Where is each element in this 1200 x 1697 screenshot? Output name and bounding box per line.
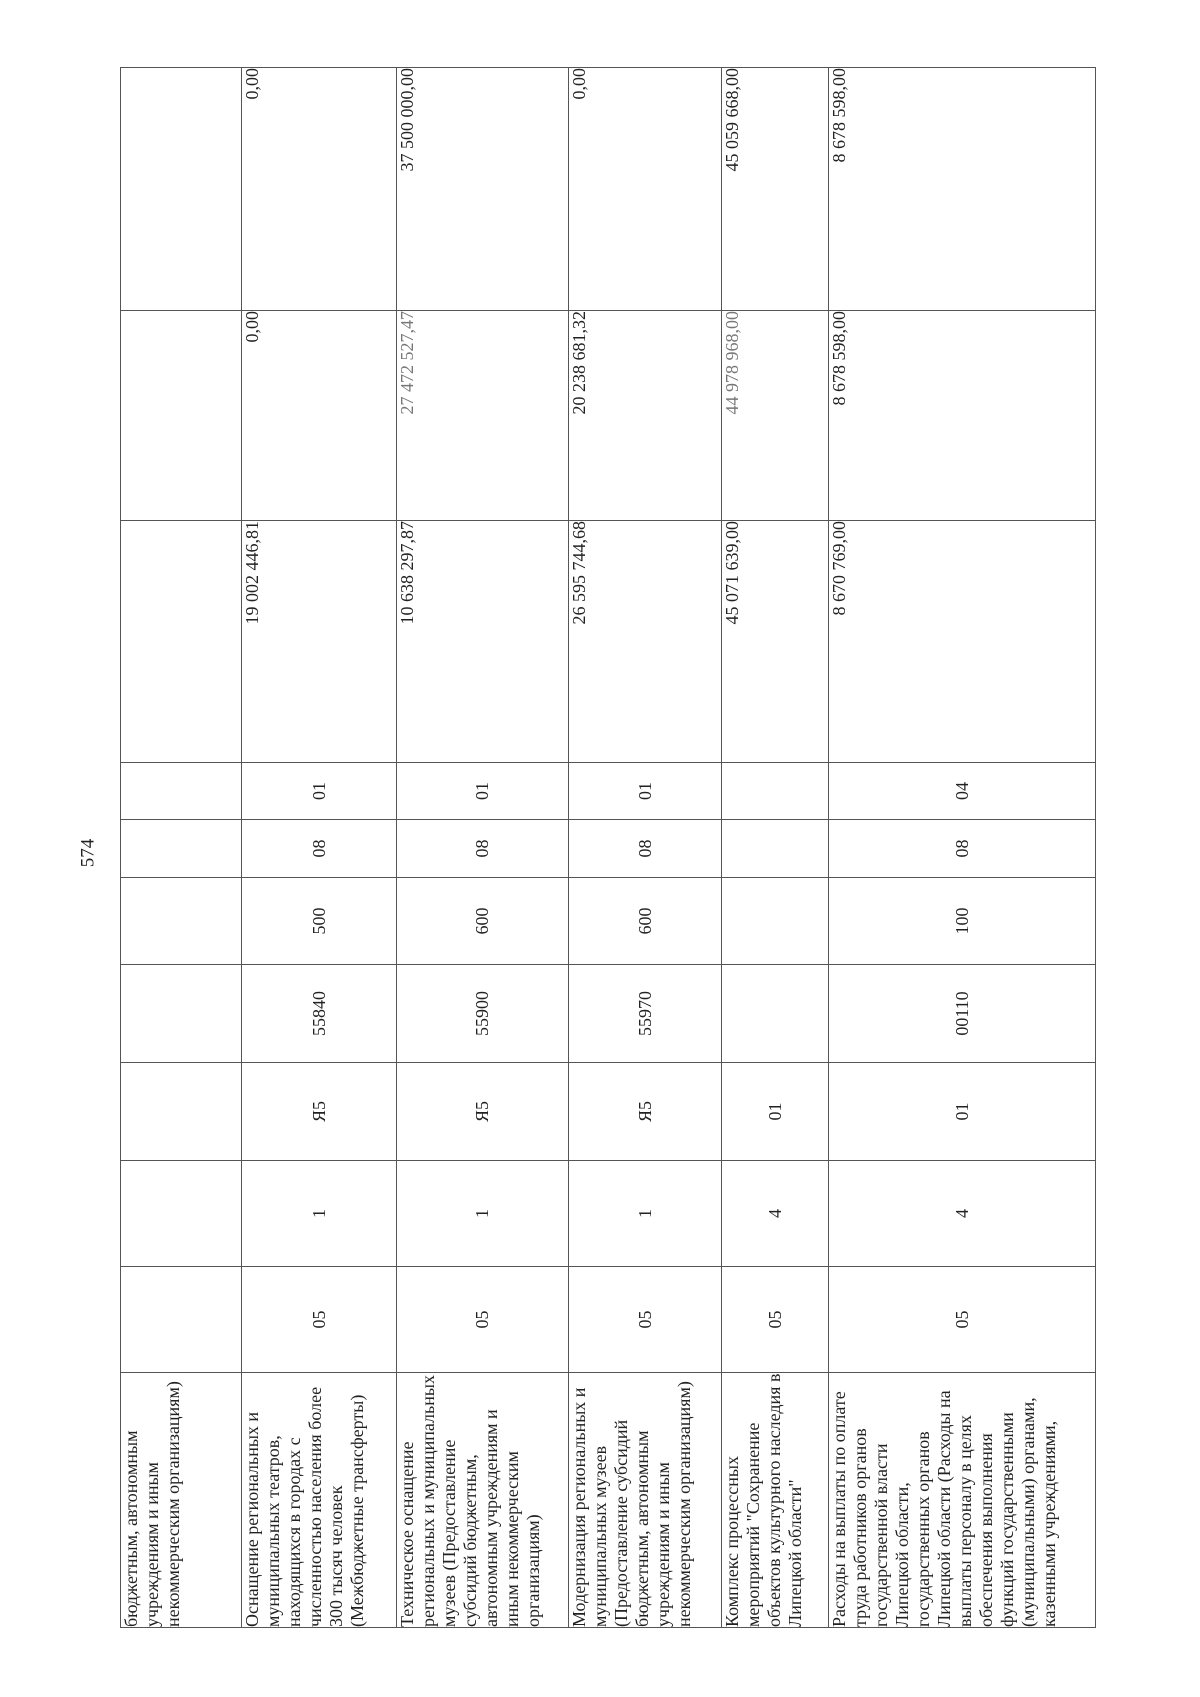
- row-description: Оснащение региональных и муниципальных театров, находящихся в городах с численностью населения более 300 тысяч человек (Межбюджетные трансферты): [242, 1373, 397, 1628]
- code-subsection: 01: [397, 763, 569, 820]
- amount-year-2: [121, 311, 242, 521]
- amount-year-2: 20 238 681,32: [569, 311, 722, 521]
- code-direction: 00110: [829, 965, 1096, 1063]
- code-subprogram: Я5: [242, 1063, 397, 1161]
- code-expense-type: 100: [829, 878, 1096, 965]
- code-program: 1: [242, 1161, 397, 1267]
- amount-year-3: 0,00: [569, 68, 722, 311]
- code-subsection: [121, 763, 242, 820]
- code-program: 4: [829, 1161, 1096, 1267]
- amount-year-3: 45 059 668,00: [722, 68, 829, 311]
- code-expense-type: [121, 878, 242, 965]
- code-direction: [121, 965, 242, 1063]
- code-section: 05: [722, 1267, 829, 1373]
- code-chapter: 08: [242, 820, 397, 878]
- amount-year-1: 26 595 744,68: [569, 521, 722, 763]
- code-program: 4: [722, 1161, 829, 1267]
- row-description: Модернизация региональных и муниципальных музеев (Предоставление субсидий бюджетным, автономным учреждениям и иным некоммерческим организациям): [569, 1373, 722, 1628]
- table-row: [242, 68, 397, 1628]
- code-section: 05: [242, 1267, 397, 1373]
- row-description: бюджетным, автономным учреждениям и иным некоммерческим организациям): [121, 1373, 242, 1628]
- page-number: 574: [77, 838, 98, 868]
- row-description: Техническое оснащение региональных и муниципальных музеев (Предоставление субсидий бюджетным, автономным учреждениям и иным некоммерческим организациям): [397, 1373, 569, 1628]
- code-chapter: [121, 820, 242, 878]
- table-row: [397, 68, 569, 1628]
- code-chapter: 08: [397, 820, 569, 878]
- amount-year-2: 8 678 598,00: [829, 311, 1096, 521]
- amount-year-3: 37 500 000,00: [397, 68, 569, 311]
- code-section: 05: [569, 1267, 722, 1373]
- code-subprogram: 01: [722, 1063, 829, 1161]
- budget-table-rotated: [120, 68, 1095, 1628]
- amount-year-3: [121, 68, 242, 311]
- amount-year-1: 19 002 446,81: [242, 521, 397, 763]
- code-subprogram: Я5: [569, 1063, 722, 1161]
- code-subsection: [722, 763, 829, 820]
- code-expense-type: 600: [397, 878, 569, 965]
- code-section: 05: [397, 1267, 569, 1373]
- row-description: Комплекс процессных мероприятий "Сохранение объектов культурного наследия в Липецкой области": [722, 1373, 829, 1628]
- amount-year-2: 0,00: [242, 311, 397, 521]
- code-subprogram: Я5: [397, 1063, 569, 1161]
- code-section: [121, 1267, 242, 1373]
- code-chapter: 08: [569, 820, 722, 878]
- table-row: [569, 68, 722, 1628]
- code-subprogram: 01: [829, 1063, 1096, 1161]
- code-section: 05: [829, 1267, 1096, 1373]
- amount-year-1: 45 071 639,00: [722, 521, 829, 763]
- code-direction: [722, 965, 829, 1063]
- code-program: 1: [569, 1161, 722, 1267]
- code-subsection: 04: [829, 763, 1096, 820]
- row-description: Расходы на выплаты по оплате труда работников органов государственной власти Липецкой области, государственных органов Липецкой области (Расходы на выплаты персоналу в целях обеспечения выполнения функций государственными (муниципальными) органами, казенными учреждениями,: [829, 1373, 1096, 1628]
- amount-year-2: 27 472 527,47: [397, 311, 569, 521]
- code-subsection: 01: [569, 763, 722, 820]
- amount-year-1: [121, 521, 242, 763]
- table-row: [121, 68, 242, 1628]
- code-expense-type: 600: [569, 878, 722, 965]
- code-program: 1: [397, 1161, 569, 1267]
- code-expense-type: [722, 878, 829, 965]
- code-subprogram: [121, 1063, 242, 1161]
- budget-table: [120, 67, 1096, 1628]
- table-row: [722, 68, 829, 1628]
- code-program: [121, 1161, 242, 1267]
- table-row: [829, 68, 1096, 1628]
- amount-year-1: 8 670 769,00: [829, 521, 1096, 763]
- code-expense-type: 500: [242, 878, 397, 965]
- code-subsection: 01: [242, 763, 397, 820]
- code-chapter: [722, 820, 829, 878]
- amount-year-3: 8 678 598,00: [829, 68, 1096, 311]
- code-direction: 55970: [569, 965, 722, 1063]
- code-chapter: 08: [829, 820, 1096, 878]
- amount-year-3: 0,00: [242, 68, 397, 311]
- code-direction: 55900: [397, 965, 569, 1063]
- amount-year-1: 10 638 297,87: [397, 521, 569, 763]
- amount-year-2: 44 978 968,00: [722, 311, 829, 521]
- code-direction: 55840: [242, 965, 397, 1063]
